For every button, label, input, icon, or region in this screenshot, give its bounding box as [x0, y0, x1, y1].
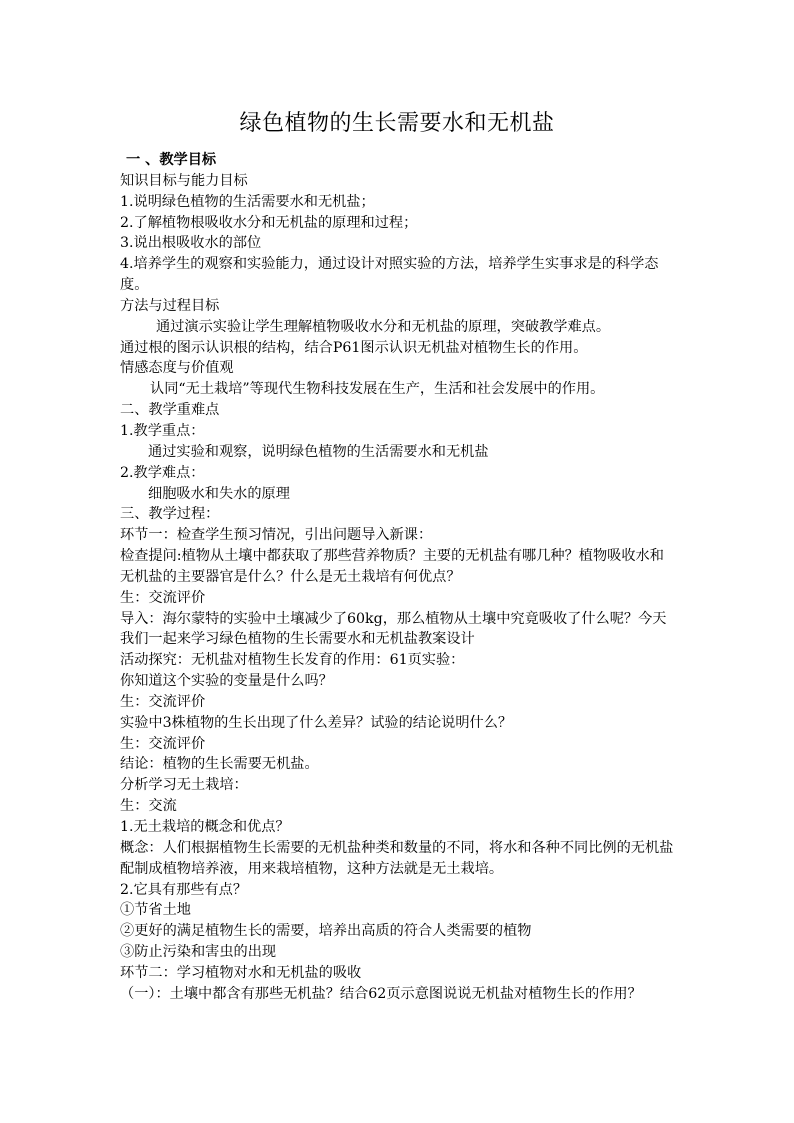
list-item: 1.教学重点： — [120, 422, 205, 439]
paragraph: （一）：土壤中都含有那些无机盐？结合62页示意图说说无机盐对植物生长的作用？ — [120, 985, 642, 1002]
paragraph: 生：交流评价 — [120, 693, 206, 710]
subheading: 方法与过程目标 — [120, 297, 220, 314]
paragraph: 通过根的图示认识根的结构，结合P61图示认识无机盐对植物生长的作用。 — [120, 339, 588, 356]
document-title: 绿色植物的生长需要水和无机盐 — [239, 111, 555, 136]
list-item: 2.它具有那些有点？ — [120, 881, 248, 898]
objective-item: 1.说明绿色植物的生活需要水和无机盐； — [120, 193, 375, 210]
section-heading: 二、教学重难点 — [120, 402, 220, 419]
paragraph: 环节二：学习植物对水和无机盐的吸收 — [120, 964, 362, 981]
list-item: 2.教学难点： — [120, 464, 205, 481]
paragraph: 生：交流评价 — [120, 735, 206, 752]
paragraph: 生：交流 — [120, 798, 177, 815]
document-body — [120, 150, 676, 1005]
list-item: 1.无土栽培的概念和优点？ — [120, 819, 290, 835]
paragraph: 通过实验和观察，说明绿色植物的生活需要水和无机盐 — [148, 443, 489, 460]
objective-item: 4.培养学生的观察和实验能力，通过设计对照实验的方法，培养学生实事求是的科学态度。 — [120, 256, 659, 294]
list-item: ①节省土地 — [120, 902, 191, 919]
paragraph: 检查提问:植物从土壤中都获取了那些营养物质？主要的无机盐有哪几种？植物吸收水和无机盐的主要器官是什么？什么是无土栽培有何优点？ — [120, 548, 664, 585]
paragraph: 通过演示实验让学生理解植物吸收水分和无机盐的原理，突破教学难点。 — [156, 318, 611, 335]
paragraph: 细胞吸水和失水的原理 — [148, 485, 290, 502]
paragraph: 结论：植物的生长需要无机盐。 — [120, 756, 319, 773]
paragraph: 导入：海尔蒙特的实验中土壤减少了60kg，那么植物从土壤中究竟吸收了什么呢？今天我们一起来学习绿色植物的生长需要水和无机盐教案设计 — [120, 610, 667, 648]
section-heading: 一 、教学目标 — [126, 152, 217, 168]
paragraph: 生：交流评价 — [120, 589, 206, 606]
paragraph: 实验中3株植物的生长出现了什么差异？试验的结论说明什么？ — [120, 714, 513, 731]
subheading: 知识目标与能力目标 — [120, 172, 248, 189]
section-heading: 三、教学过程： — [120, 506, 220, 523]
objective-item: 3.说出根吸收水的部位 — [120, 235, 262, 252]
paragraph: 认同“无土栽培”等现代生物科技发展在生产，生活和社会发展中的作用。 — [150, 381, 605, 398]
list-item: ③防止污染和害虫的出现 — [120, 944, 277, 961]
paragraph: 概念：人们根据植物生长需要的无机盐种类和数量的不同，将水和各种不同比例的无机盐配制成植物培养液，用来栽培植物，这种方法就是无土栽培。 — [120, 839, 674, 877]
list-item: ②更好的满足植物生长的需要，培养出高质的符合人类需要的植物 — [120, 923, 532, 940]
paragraph: 环节一：检查学生预习情况，引出问题导入新课： — [120, 527, 433, 544]
paragraph: 你知道这个实验的变量是什么吗？ — [120, 673, 333, 690]
paragraph: 活动探究：无机盐对植物生长发育的作用：61页实验： — [120, 652, 465, 669]
paragraph: 分析学习无土栽培： — [120, 777, 248, 794]
subheading: 情感态度与价值观 — [120, 360, 234, 377]
objective-item: 2.了解植物根吸收水分和无机盐的原理和过程； — [120, 214, 418, 231]
